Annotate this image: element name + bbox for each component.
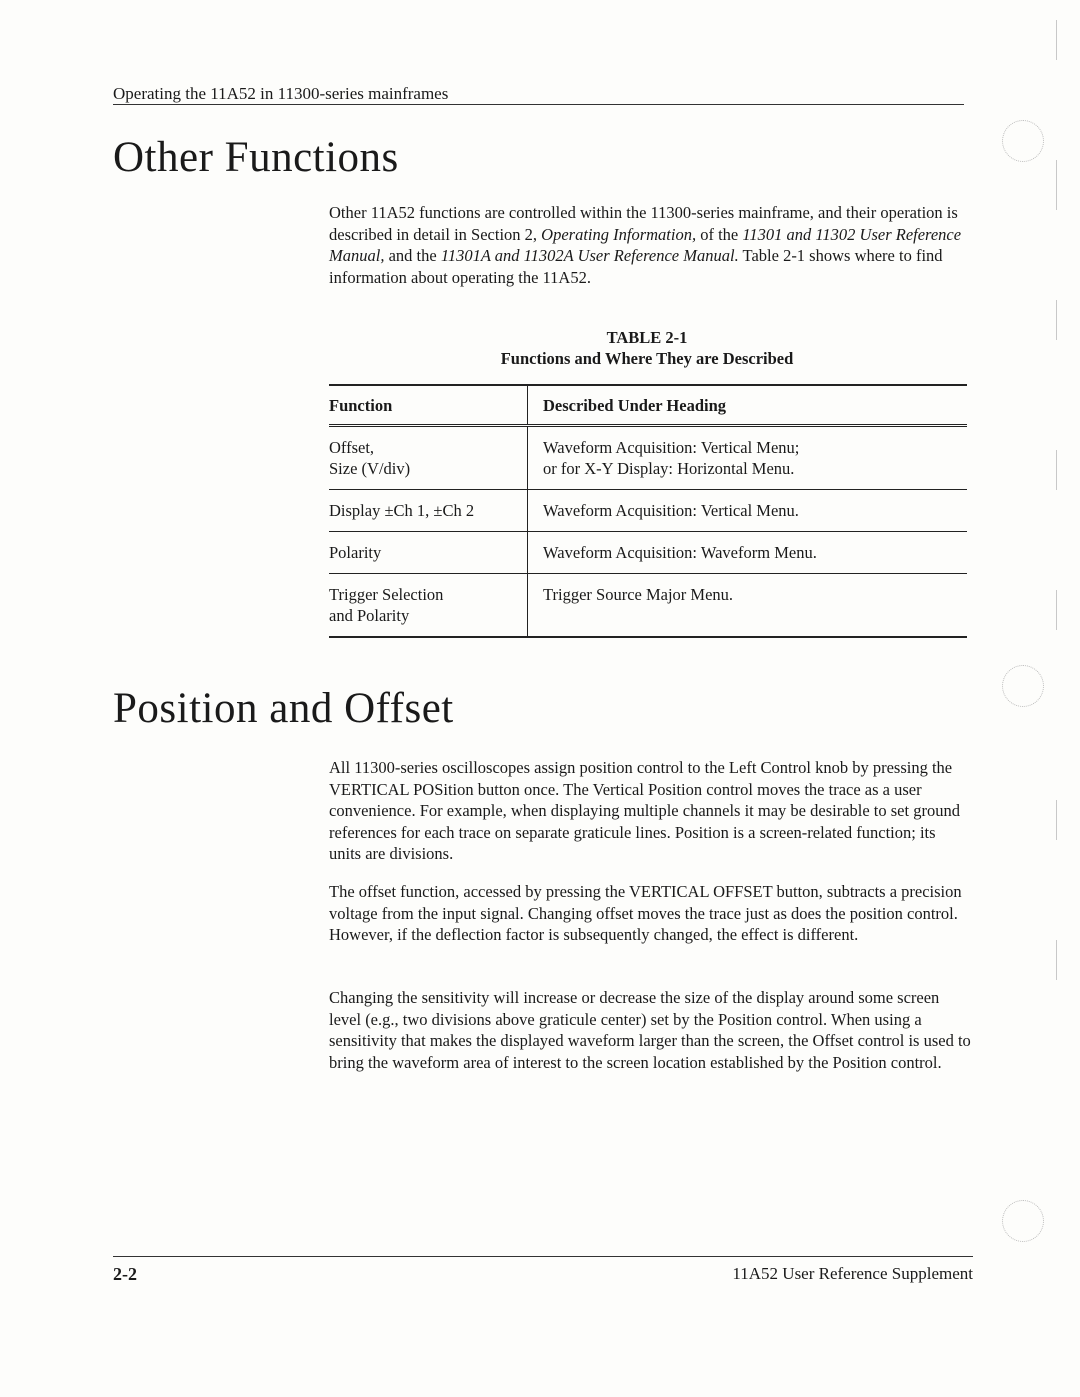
cell-described — [528, 426, 968, 490]
binder-edge-mark — [1056, 450, 1057, 490]
table-row — [329, 490, 967, 532]
punch-hole-icon — [1002, 1200, 1044, 1242]
cell-function — [329, 532, 528, 574]
binder-edge-mark — [1056, 800, 1057, 840]
table-row — [329, 574, 967, 638]
running-head: Operating the 11A52 in 11300-series mainframes — [113, 84, 449, 103]
table-row — [329, 426, 967, 490]
cell-described — [528, 490, 968, 532]
para-text: of the — [696, 224, 743, 244]
cell-line: or for X-Y Display: Horizontal Menu. — [543, 459, 795, 478]
table-header-row — [329, 385, 967, 426]
binder-edge-mark — [1056, 20, 1057, 60]
table-label: TABLE 2-1 — [606, 328, 688, 347]
table-row — [329, 532, 967, 574]
para-text: Table 2-1 shows where to find information about operating the 11A52. — [329, 246, 943, 287]
other-functions-paragraph — [329, 202, 969, 288]
cell-line: Polarity — [329, 543, 382, 562]
cell-function — [329, 574, 528, 638]
cell-line: Waveform Acquisition: Waveform Menu. — [543, 543, 817, 562]
cell-described — [528, 532, 968, 574]
footer-rule — [113, 1256, 973, 1257]
position-paragraph-2: The offset function, accessed by pressing the VERTICAL OFFSET button, subtracts a precision voltage from the input signal. Changing offset moves the trace just as does the position control. However, if the deflection factor is subsequently changed, the effect is different. — [329, 882, 962, 944]
cell-line: Offset, — [329, 438, 375, 457]
header-rule — [113, 104, 964, 105]
cell-function — [329, 490, 528, 532]
cell-line: Trigger Selection — [329, 585, 444, 604]
cell-function — [329, 426, 528, 490]
binder-edge-mark — [1056, 940, 1057, 980]
cell-line: and Polarity — [329, 606, 410, 625]
position-paragraph-3: Changing the sensitivity will increase or decrease the size of the display around some screen level (e.g., two divisions above graticule center) set by the Position control. When using a sensitivity that makes the displayed waveform larger than the screen, the Offset control is used to bring the waveform area of interest to the screen location established by the Position control. — [329, 988, 971, 1072]
page-number: 2-2 — [113, 1264, 137, 1284]
para-italic-manual-2: 11301A and 11302A User Reference Manual. — [440, 246, 739, 265]
table-caption: Functions and Where They are Described — [500, 349, 794, 368]
punch-hole-icon — [1002, 665, 1044, 707]
binder-edge-mark — [1056, 160, 1057, 210]
para-text: Other 11A52 functions are controlled within the 11300-series mainframe, and their operation is described in detail in Section 2, — [329, 203, 958, 244]
cell-line: Waveform Acquisition: Vertical Menu. — [543, 501, 799, 520]
binder-edge-mark — [1056, 300, 1057, 340]
cell-line: Waveform Acquisition: Vertical Menu; — [543, 438, 800, 457]
para-text: and the — [384, 246, 441, 265]
section-title-position-offset: Position and Offset — [113, 685, 454, 732]
binder-edge-mark — [1056, 590, 1057, 630]
para-italic-manual-1: 11301 and 11302 User Reference Manual, — [329, 224, 962, 265]
para-italic-operating-info: Operating Information, — [541, 224, 697, 244]
cell-described — [528, 574, 968, 638]
punch-hole-icon — [1002, 120, 1044, 162]
cell-line: Display ±Ch 1, ±Ch 2 — [329, 501, 475, 520]
section-title-other-functions: Other Functions — [113, 134, 399, 181]
column-header-function: Function — [329, 385, 528, 426]
position-paragraph-1: All 11300-series oscilloscopes assign position control to the Left Control knob by pressing the VERTICAL POSition button once. The Vertical Position control moves the trace as a user convenience. For example, when displaying multiple channels it may be desirable to set ground references for each trace on separate graticule lines. Position is a screen-related function; its units are divisions. — [329, 758, 960, 863]
cell-line: Trigger Source Major Menu. — [543, 585, 734, 604]
cell-line: Size (V/div) — [329, 459, 411, 478]
footer-doc-title: 11A52 User Reference Supplement — [732, 1264, 973, 1283]
functions-table — [329, 384, 967, 638]
column-header-described: Described Under Heading — [528, 385, 968, 426]
